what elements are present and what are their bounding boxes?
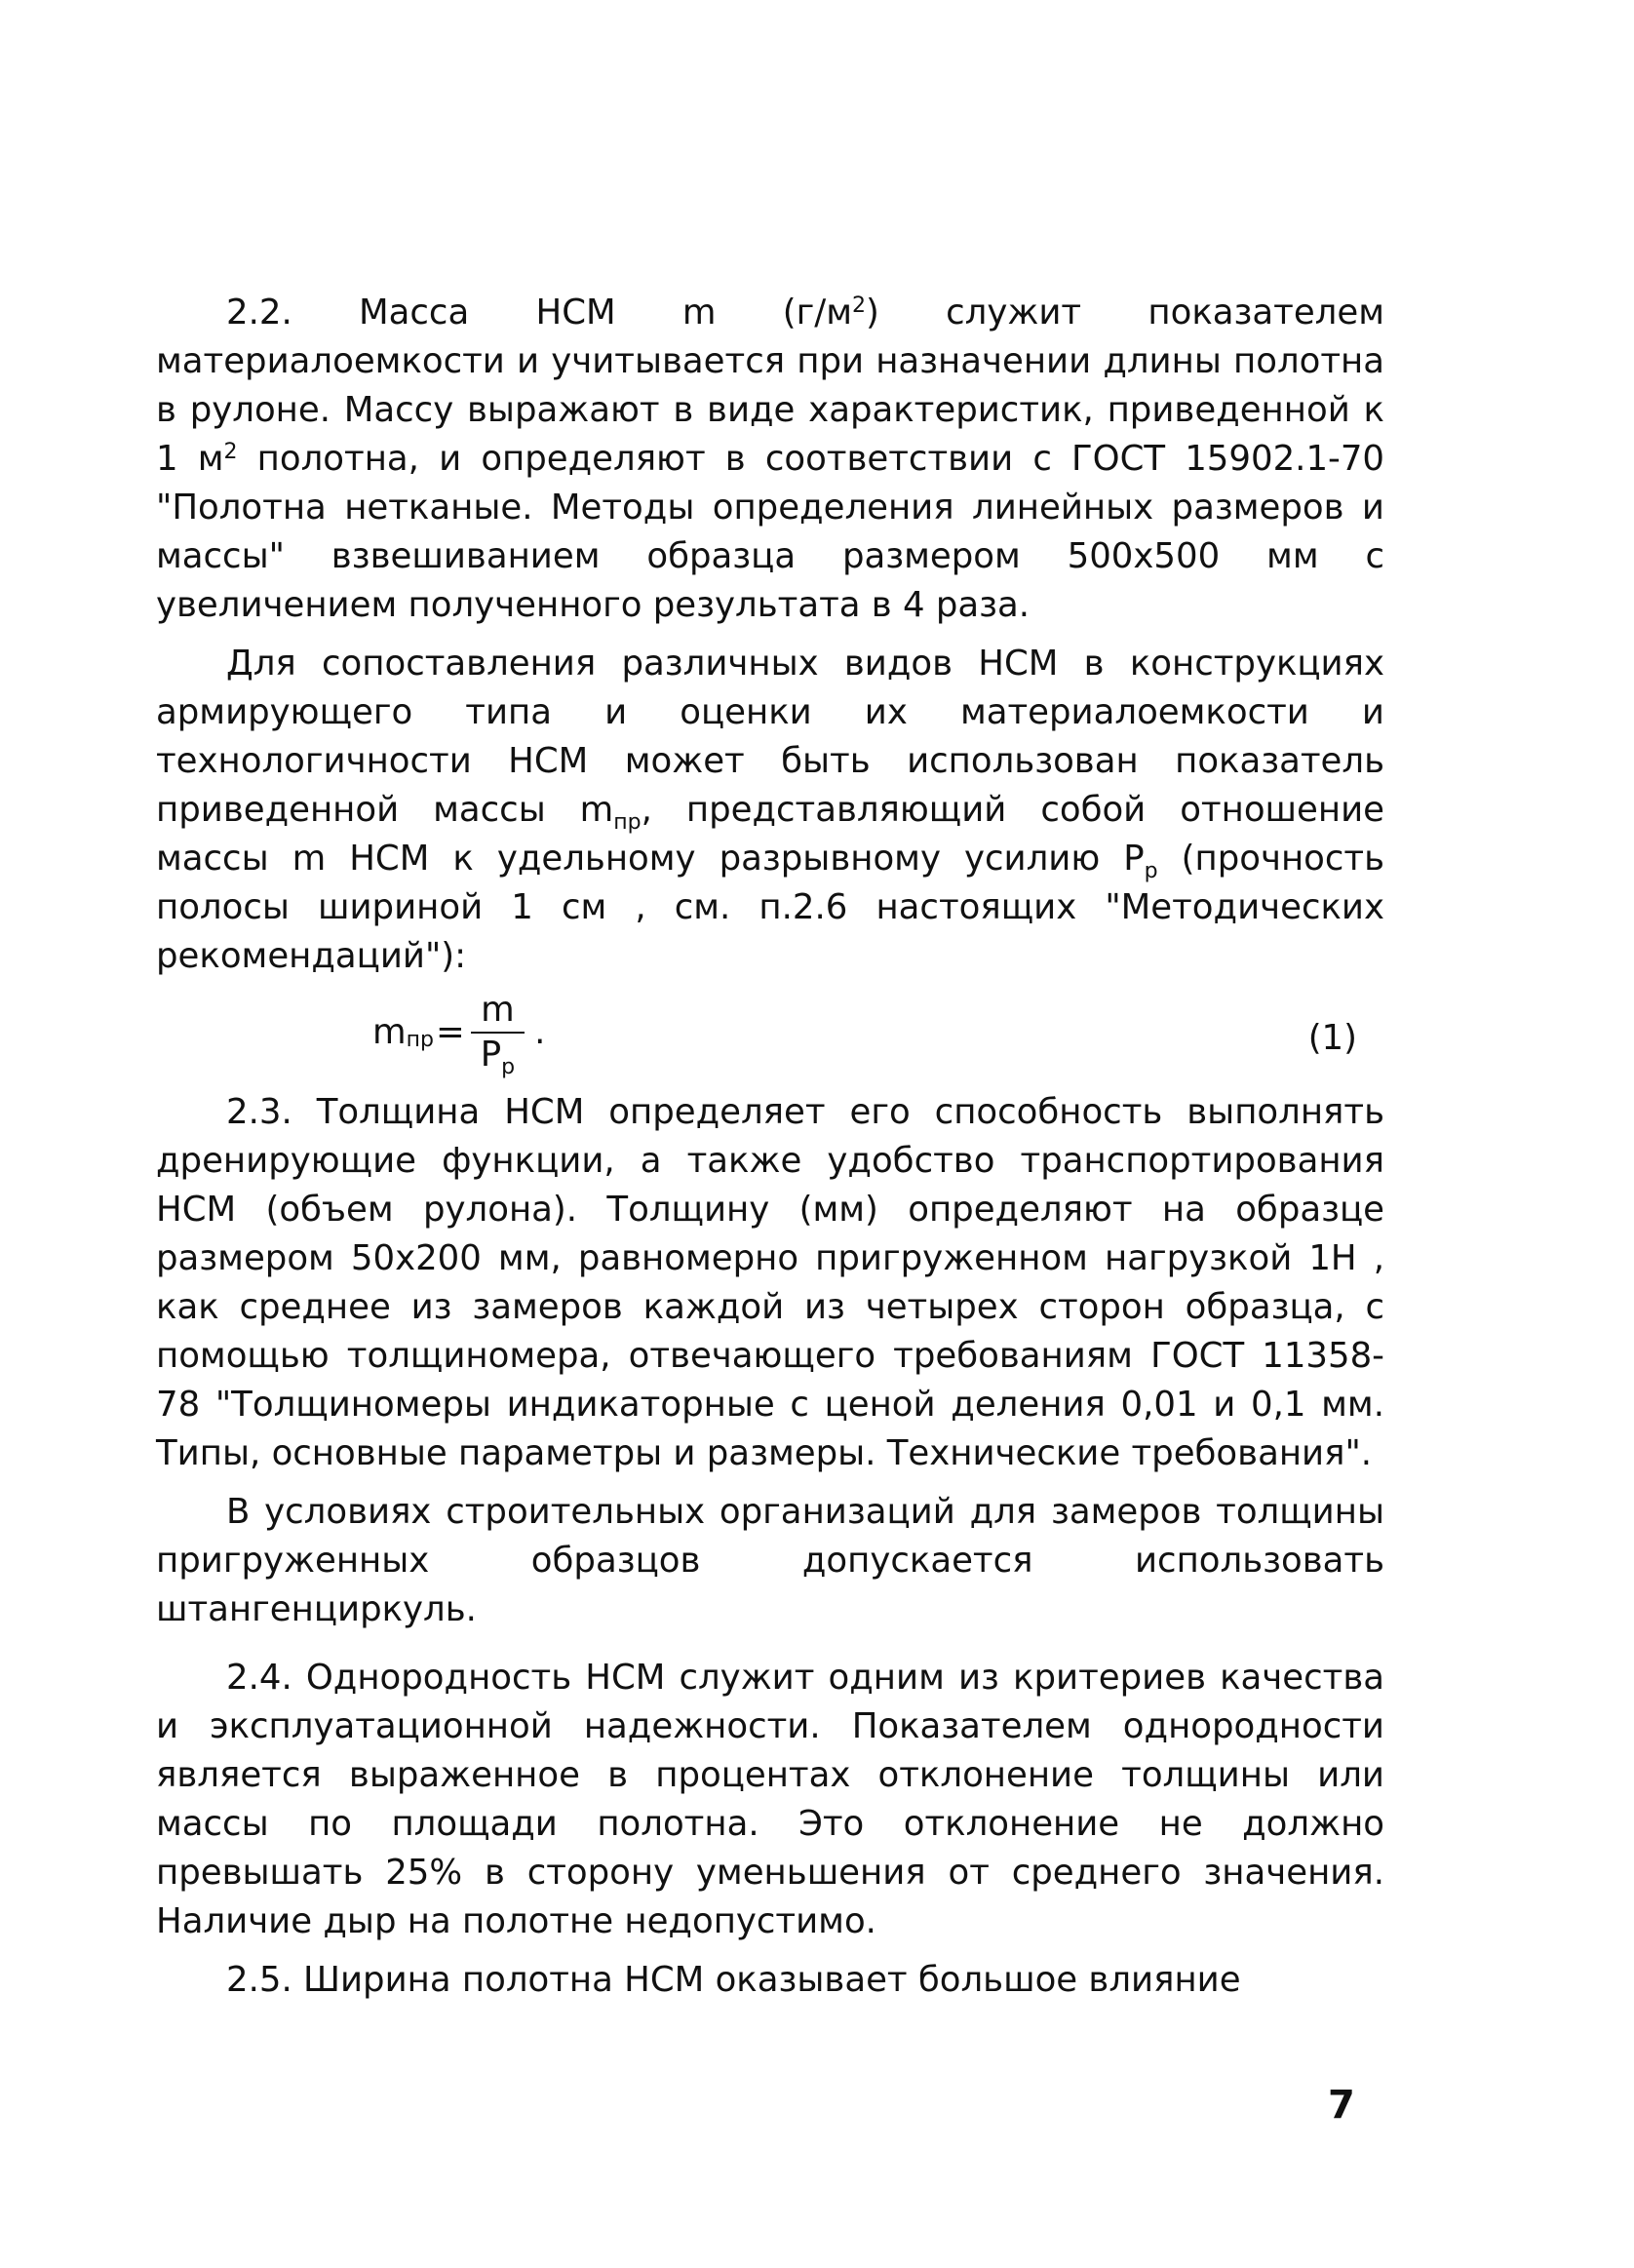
superscript: 2 [852, 293, 867, 318]
subscript: пр [613, 809, 642, 835]
formula-1 [156, 987, 1384, 1084]
paragraph-2-3: 2.3. Толщина НСМ определяет его способность выполнять дренирующие функции, а также удобство транспортирования НСМ (объем рулона). Толщину (мм) определяют на образце размером 50х200 мм, равномерно пригруженном нагрузкой 1Н , как среднее из замеров каждой из четырех сторон образца, с помощью толщиномера, отвечающего требованиям ГОСТ 11358-78 "Толщиномеры индикаторные с ценой деления 0,01 и 0,1 мм. Типы, основные параметры и размеры. Технические требования". [156, 1092, 1384, 1473]
formula-denominator [471, 1032, 525, 1079]
superscript: 2 [223, 439, 238, 464]
formula-expression: m пр = $\frac{m}{P_р}$ . [372, 990, 546, 1079]
formula-equals: = [435, 1012, 465, 1052]
formula-denominator-subscript: р [501, 1054, 516, 1079]
body-text [156, 289, 1384, 2005]
paragraph-2-2 [156, 289, 1384, 630]
paragraph-2-2-lead: 2.2. Масса НСМ m (г/м [226, 293, 853, 332]
paragraph-2-5: 2.5. Ширина полотна НСМ оказывает большое влияние [226, 1960, 1241, 2000]
formula-denominator-symbol: P [480, 1035, 502, 1075]
paragraph-reduced-mass [156, 640, 1384, 981]
paragraph-2-2-rest: полотна, и определяют в соответствии с ГОСТ 15902.1-70 "Полотна нетканые. Методы определения линейных размеров и массы" взвешиванием образца размером 500х500 мм с увеличением полученного результата в 4 раза. [156, 439, 1385, 625]
paragraph-2-4: 2.4. Однородность НСМ служит одним из критериев качества и эксплуатационной надежности. Показателем однородности является выраженное в процентах отклонение толщины или массы по площади полотна. Это отклонение не должно превышать 25% в сторону уменьшения от среднего значения. Наличие дыр на полотне недопустимо. [156, 1658, 1384, 1941]
paragraph-reduced-mass-rest: (прочность полосы шириной 1 см , см. п.2.6 настоящих "Методических рекомендаций"): [156, 839, 1384, 976]
paragraph-reduced-mass-mid: , представляющий собой отношение массы m НСМ к удельному разрывному усилию P [156, 790, 1384, 879]
formula-dot: . [534, 1012, 546, 1052]
formula-numerator: m [481, 990, 515, 1030]
formula-fraction [471, 990, 525, 1079]
paragraph-caliper: В условиях строительных организаций для замеров толщины пригруженных образцов допускается использовать штангенциркуль. [156, 1492, 1384, 1629]
subscript: р [1144, 858, 1158, 883]
formula-lhs: m [372, 1012, 407, 1052]
paragraph-reduced-mass-lead: Для сопоставления различных видов НСМ в конструкциях армирующего типа и оценки их материалоемкости и технологичности НСМ может быть использован показатель приведенной массы m [156, 644, 1384, 830]
paragraph-2-2-mid: ) служит показателем материалоемкости и учитывается при назначении длины полотна в рулоне. Массу выражают в виде характеристик, приведенной к 1 м [156, 293, 1384, 479]
formula-number: (1) [1307, 1018, 1357, 1058]
page-number: 7 [1328, 2083, 1355, 2128]
